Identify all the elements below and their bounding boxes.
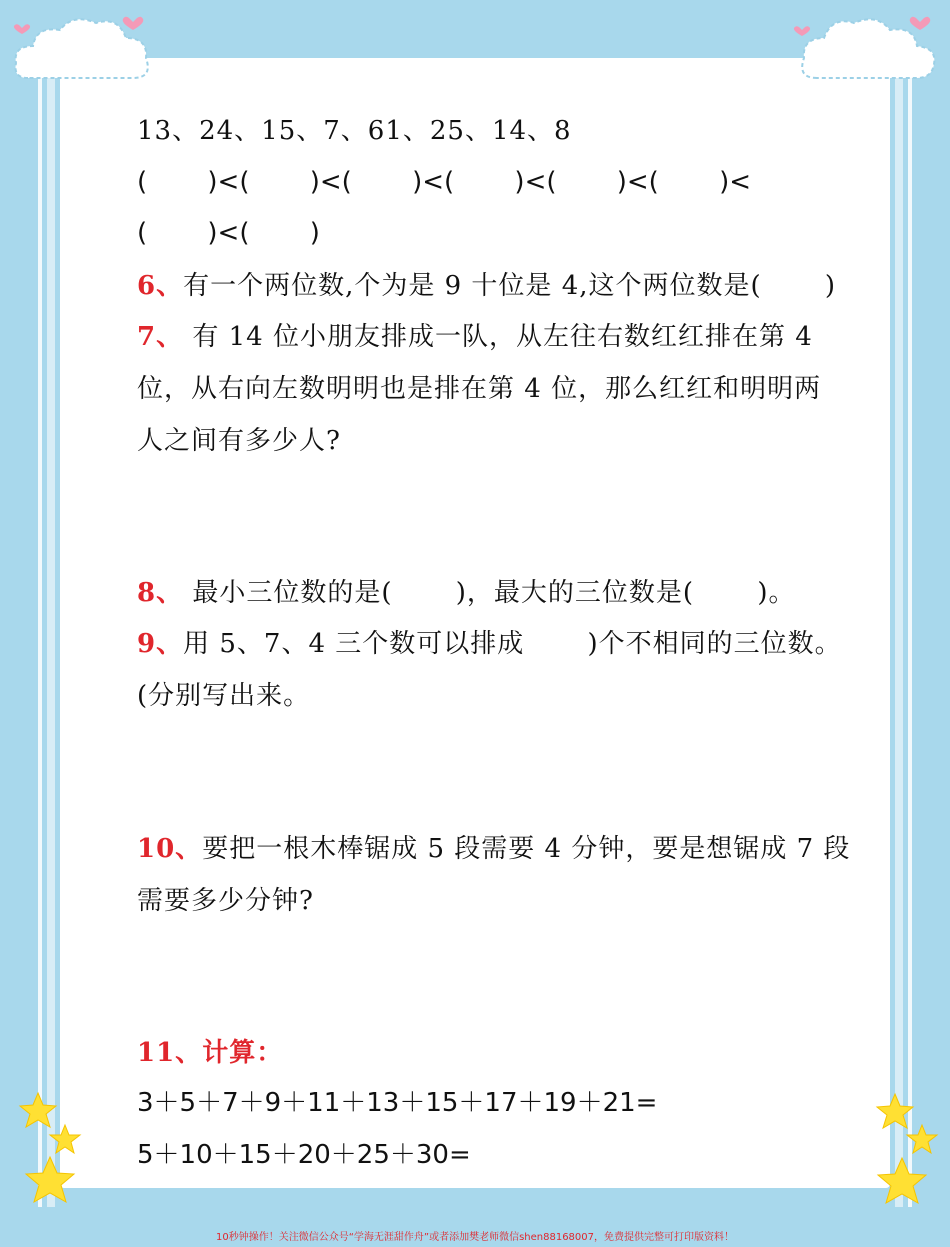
question-7 xyxy=(137,316,813,353)
calculation-expression: 5＋10＋15＋20＋25＋30= xyxy=(137,1140,471,1170)
border-stripe xyxy=(908,40,912,1207)
cloud-icon xyxy=(792,8,942,88)
question-number: 11、 xyxy=(137,1038,203,1068)
question-7-line-3: 人之间有多少人? xyxy=(137,426,341,456)
question-text: 用 5、7、4 三个数可以排成 )个不相同的三位数。 xyxy=(183,629,842,659)
question-10 xyxy=(137,828,850,865)
border-stripe xyxy=(895,40,903,1207)
number-sequence: 13、24、15、7、61、25、14、8 xyxy=(137,116,572,146)
question-7-line-2: 位，从右向左数明明也是排在第 4 位，那么红红和明明两 xyxy=(137,374,822,404)
footer-note: 10秒钟操作！关注微信公众号“学海无涯甜作舟”或者添加樊老师微信shen88168007，免费提供完整可打印版资料！ xyxy=(215,1232,735,1243)
question-9 xyxy=(137,623,842,660)
question-title: 计算： xyxy=(202,1038,284,1068)
question-text: 有 14 位小朋友排成一队，从左往右数红红排在第 4 xyxy=(183,322,813,352)
question-10-line-2: 需要多少分钟? xyxy=(137,886,314,916)
star-icon xyxy=(10,1085,100,1215)
question-8 xyxy=(137,572,795,609)
question-text: 要把一根木棒锯成 5 段需要 4 分钟，要是想锯成 7 段 xyxy=(202,834,851,864)
question-11 xyxy=(137,1032,283,1069)
question-text: 最小三位数的是( )，最大的三位数是( )。 xyxy=(183,578,796,608)
question-6 xyxy=(137,265,836,302)
border-stripe xyxy=(38,40,42,1207)
question-number: 6、 xyxy=(137,271,184,301)
border-stripe xyxy=(47,40,55,1207)
answer-blanks-row: ( )<( )<( )<( )<( )<( )< xyxy=(137,167,752,197)
answer-blanks-row: ( )<( ) xyxy=(137,218,320,248)
question-number: 8、 xyxy=(137,578,184,608)
question-number: 7、 xyxy=(137,322,184,352)
question-text: 有一个两位数,个为是 9 十位是 4,这个两位数是( ) xyxy=(183,271,837,301)
calculation-expression: 3＋5＋7＋9＋11＋13＋15＋17＋19＋21= xyxy=(137,1088,658,1118)
question-number: 9、 xyxy=(137,629,184,659)
question-number: 10、 xyxy=(137,834,203,864)
cloud-icon xyxy=(8,8,158,88)
question-9-line-2: (分别写出来。 xyxy=(137,681,311,711)
star-icon xyxy=(850,1090,940,1215)
